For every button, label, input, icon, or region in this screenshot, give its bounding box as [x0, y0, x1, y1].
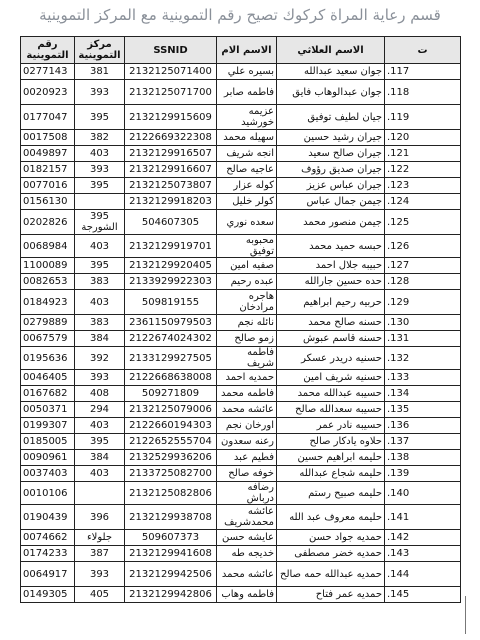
- cell-ssnid: 509819155: [125, 290, 217, 315]
- cell-ration-center: 393: [75, 80, 125, 105]
- cell-ssnid: 2132129942506: [125, 562, 217, 587]
- cell-mother-name: عزيمه خورشيد: [217, 105, 277, 130]
- table-row: [21, 546, 461, 562]
- table-row: [21, 402, 461, 418]
- cell-ssnid: 2122660194303: [125, 418, 217, 434]
- cell-ssnid: 2132129916607: [125, 162, 217, 178]
- table-row: [21, 146, 461, 162]
- cell-mother-name: فاطمه صابر: [217, 80, 277, 105]
- cell-ration-center: 395 الشورجة: [75, 210, 125, 235]
- cell-ration-center: 381: [75, 64, 125, 80]
- cell-seq: .142: [385, 530, 461, 546]
- cell-ration-no: 1100089: [21, 258, 75, 274]
- cell-ration-center: [75, 482, 125, 505]
- table-row: [21, 434, 461, 450]
- cell-seq: .128: [385, 274, 461, 290]
- cell-ration-center: 395: [75, 178, 125, 194]
- header-ration-no: رقم التموينية: [21, 37, 75, 64]
- cell-ration-no: 0149305: [21, 587, 75, 603]
- cell-mother-name: عاجيه صالح: [217, 162, 277, 178]
- table-row: [21, 587, 461, 603]
- cell-seq: .126: [385, 235, 461, 258]
- cell-ration-center: 393: [75, 370, 125, 386]
- cell-seq: .132: [385, 347, 461, 370]
- cell-mother-name: اورخان نجم: [217, 418, 277, 434]
- cell-mother-name: خديجه طه: [217, 546, 277, 562]
- cell-ration-no: 0167682: [21, 386, 75, 402]
- cell-seq: .117: [385, 64, 461, 80]
- cell-seq: .133: [385, 370, 461, 386]
- cell-ssnid: 2132129918203: [125, 194, 217, 210]
- cell-ssnid: 2361150979503: [125, 315, 217, 331]
- table-row: [21, 347, 461, 370]
- cell-full-name: جوان سعيد عبدالله: [277, 64, 385, 80]
- table-row: [21, 562, 461, 587]
- cell-ssnid: 2132129938708: [125, 505, 217, 530]
- cell-ration-center: 403: [75, 418, 125, 434]
- cell-full-name: حليمه ابراهيم حسين: [277, 450, 385, 466]
- cell-full-name: حسنيه دريدر عسكر: [277, 347, 385, 370]
- cell-ration-center: 383: [75, 315, 125, 331]
- header-seq: ت: [385, 37, 461, 64]
- cell-seq: .124: [385, 194, 461, 210]
- cell-seq: .135: [385, 402, 461, 418]
- cell-mother-name: خوفه صالح: [217, 466, 277, 482]
- cell-ration-no: 0074662: [21, 530, 75, 546]
- cell-ration-no: 0202826: [21, 210, 75, 235]
- header-ration-center: مركز التموينية: [75, 37, 125, 64]
- table-row: [21, 258, 461, 274]
- cell-full-name: جيان لطيف توفيق: [277, 105, 385, 130]
- table-row: [21, 331, 461, 347]
- cell-ration-no: 0082653: [21, 274, 75, 290]
- cell-full-name: حربيه رحيم ابراهيم: [277, 290, 385, 315]
- cell-ration-no: 0037403: [21, 466, 75, 482]
- cell-full-name: جيران عباس عزيز: [277, 178, 385, 194]
- cell-ration-no: 0049897: [21, 146, 75, 162]
- table-row: [21, 105, 461, 130]
- table-row: [21, 386, 461, 402]
- cell-full-name: حليمه شجاع عبدالله: [277, 466, 385, 482]
- table-row: [21, 194, 461, 210]
- cell-seq: .141: [385, 505, 461, 530]
- cell-ration-no: 0279889: [21, 315, 75, 331]
- cell-ration-center: 396: [75, 505, 125, 530]
- table-row: [21, 274, 461, 290]
- cell-ration-center: 393: [75, 562, 125, 587]
- document-title: قسم رعاية المراة كركوك تصيح رقم التموينية مع المركز التموينية: [39, 6, 441, 24]
- cell-seq: .134: [385, 386, 461, 402]
- cell-mother-name: فطيم عبد: [217, 450, 277, 466]
- cell-ration-no: 0182157: [21, 162, 75, 178]
- cell-ssnid: 2122652555704: [125, 434, 217, 450]
- cell-ration-no: 0020923: [21, 80, 75, 105]
- table-row: [21, 210, 461, 235]
- cell-seq: .144: [385, 562, 461, 587]
- cell-ration-center: 403: [75, 290, 125, 315]
- cell-ration-center: 395: [75, 434, 125, 450]
- cell-ration-center: 383: [75, 274, 125, 290]
- cell-ration-no: 0185005: [21, 434, 75, 450]
- cell-ration-center: 395: [75, 105, 125, 130]
- cell-seq: .119: [385, 105, 461, 130]
- cell-full-name: حسيبه سعدالله صالح: [277, 402, 385, 418]
- cell-mother-name: عائشه محمد: [217, 402, 277, 418]
- cell-full-name: حليمه معروف عبد الله: [277, 505, 385, 530]
- cell-seq: .136: [385, 418, 461, 434]
- cell-full-name: حسيبه عبدالله محمد: [277, 386, 385, 402]
- cell-ssnid: 2132125073807: [125, 178, 217, 194]
- cell-seq: .120: [385, 130, 461, 146]
- cell-ration-no: 0199307: [21, 418, 75, 434]
- cell-ration-center: 382: [75, 130, 125, 146]
- table-row: [21, 178, 461, 194]
- cell-mother-name: صفيه امين: [217, 258, 277, 274]
- cell-seq: .122: [385, 162, 461, 178]
- cell-full-name: جيران رشيد حسين: [277, 130, 385, 146]
- cell-full-name: حمديه عبدالله حمه صالح: [277, 562, 385, 587]
- cell-seq: .139: [385, 466, 461, 482]
- cell-mother-name: حمديه احمد: [217, 370, 277, 386]
- cell-ssnid: 2133129927505: [125, 347, 217, 370]
- cell-ssnid: 2132125071400: [125, 64, 217, 80]
- cell-seq: .131: [385, 331, 461, 347]
- cell-mother-name: زمو صالح: [217, 331, 277, 347]
- cell-ration-no: 0184923: [21, 290, 75, 315]
- cell-ration-no: 0174233: [21, 546, 75, 562]
- cell-ration-center: 384: [75, 331, 125, 347]
- cell-seq: .123: [385, 178, 461, 194]
- cell-ration-center: 294: [75, 402, 125, 418]
- cell-mother-name: نائله نجم: [217, 315, 277, 331]
- header-ssnid: SSNID: [125, 37, 217, 64]
- cell-seq: .125: [385, 210, 461, 235]
- cell-seq: .138: [385, 450, 461, 466]
- cell-ssnid: 2132129915609: [125, 105, 217, 130]
- cell-ration-no: 0068984: [21, 235, 75, 258]
- cell-ration-center: 403: [75, 235, 125, 258]
- cell-ssnid: 509607373: [125, 530, 217, 546]
- cell-ssnid: 2132129920405: [125, 258, 217, 274]
- cell-seq: .145: [385, 587, 461, 603]
- cell-full-name: حمديه عمر فتاح: [277, 587, 385, 603]
- header-mother-name: الاسم الام: [217, 37, 277, 64]
- cell-ssnid: 2132529936206: [125, 450, 217, 466]
- cell-mother-name: انجه شريف: [217, 146, 277, 162]
- cell-ration-no: 0277143: [21, 64, 75, 80]
- cell-ration-center: 403: [75, 466, 125, 482]
- cell-ssnid: 2132129919701: [125, 235, 217, 258]
- cell-seq: .118: [385, 80, 461, 105]
- cell-full-name: حلاوه يادكار صالح: [277, 434, 385, 450]
- cell-ssnid: 2132129941608: [125, 546, 217, 562]
- cell-full-name: حبيبه جلال احمد: [277, 258, 385, 274]
- cell-full-name: جيمن منصور محمد: [277, 210, 385, 235]
- table-row: [21, 505, 461, 530]
- cell-ration-no: 0190439: [21, 505, 75, 530]
- cell-full-name: جيران صديق رؤوف: [277, 162, 385, 178]
- cell-mother-name: رعنه سعدون: [217, 434, 277, 450]
- table-row: [21, 235, 461, 258]
- cell-mother-name: عائشه محمدشريف: [217, 505, 277, 530]
- cell-mother-name: هاجره مرادخان: [217, 290, 277, 315]
- cell-ration-no: 0064917: [21, 562, 75, 587]
- cell-ssnid: 2133929922303: [125, 274, 217, 290]
- cell-full-name: جوان عبدالوهاب فايق: [277, 80, 385, 105]
- cell-ration-center: 403: [75, 146, 125, 162]
- cell-full-name: جيران صالح سعيد: [277, 146, 385, 162]
- cell-ration-no: 0090961: [21, 450, 75, 466]
- table-row: [21, 530, 461, 546]
- cell-ration-no: 0195636: [21, 347, 75, 370]
- cell-mother-name: محبوبه توفيق: [217, 235, 277, 258]
- cell-mother-name: فاطمه وهاب: [217, 587, 277, 603]
- cell-seq: .121: [385, 146, 461, 162]
- cell-ration-center: 384: [75, 450, 125, 466]
- cell-ration-center: 405: [75, 587, 125, 603]
- cell-ration-center: [75, 194, 125, 210]
- table-row: [21, 370, 461, 386]
- cell-ration-no: 0046405: [21, 370, 75, 386]
- cell-mother-name: عائشه محمد: [217, 562, 277, 587]
- cell-ration-no: 0010106: [21, 482, 75, 505]
- cell-seq: .143: [385, 546, 461, 562]
- cell-ration-center: جلولاء: [75, 530, 125, 546]
- cell-ration-no: 0017508: [21, 130, 75, 146]
- cell-ration-no: 0177047: [21, 105, 75, 130]
- cell-ssnid: 2132125071700: [125, 80, 217, 105]
- cell-ration-center: 408: [75, 386, 125, 402]
- table-row: [21, 315, 461, 331]
- cell-full-name: حده حسين جارالله: [277, 274, 385, 290]
- cell-full-name: حسنه قاسم عبوش: [277, 331, 385, 347]
- page-edge-mark: [461, 596, 466, 634]
- cell-ssnid: 2132129916507: [125, 146, 217, 162]
- cell-ssnid: 2122668638008: [125, 370, 217, 386]
- table-row: [21, 130, 461, 146]
- table-row: [21, 64, 461, 80]
- cell-mother-name: عايشه حسن: [217, 530, 277, 546]
- cell-full-name: حليمه صبيح رستم: [277, 482, 385, 505]
- roster-table: [20, 36, 461, 603]
- cell-seq: .137: [385, 434, 461, 450]
- cell-seq: .130: [385, 315, 461, 331]
- cell-ration-center: 392: [75, 347, 125, 370]
- cell-ration-center: 387: [75, 546, 125, 562]
- cell-ration-no: 0050371: [21, 402, 75, 418]
- cell-mother-name: فاطمه شريف: [217, 347, 277, 370]
- cell-full-name: جيمن جمال عباس: [277, 194, 385, 210]
- table-row: [21, 482, 461, 505]
- cell-mother-name: كوله عزار: [217, 178, 277, 194]
- cell-ssnid: 2132129942806: [125, 587, 217, 603]
- cell-ssnid: 2132125079006: [125, 402, 217, 418]
- table-row: [21, 162, 461, 178]
- cell-ssnid: 2122674024302: [125, 331, 217, 347]
- table-header-row: [21, 37, 461, 64]
- cell-seq: .129: [385, 290, 461, 315]
- cell-full-name: حسيبه نادر عمر: [277, 418, 385, 434]
- cell-ration-no: 0156130: [21, 194, 75, 210]
- cell-full-name: حمديه خضر مصطفى: [277, 546, 385, 562]
- cell-seq: .127: [385, 258, 461, 274]
- cell-mother-name: بسيره علي: [217, 64, 277, 80]
- cell-ssnid: 504607305: [125, 210, 217, 235]
- cell-full-name: حسنه صالح محمد: [277, 315, 385, 331]
- table-row: [21, 290, 461, 315]
- cell-mother-name: رضافه درباش: [217, 482, 277, 505]
- cell-seq: .140: [385, 482, 461, 505]
- cell-ration-center: 393: [75, 162, 125, 178]
- cell-mother-name: سهيله محمد: [217, 130, 277, 146]
- table-row: [21, 418, 461, 434]
- cell-mother-name: كولر خليل: [217, 194, 277, 210]
- cell-ssnid: 2132125082806: [125, 482, 217, 505]
- cell-ration-no: 0077016: [21, 178, 75, 194]
- cell-ssnid: 509271809: [125, 386, 217, 402]
- cell-mother-name: سعده نوري: [217, 210, 277, 235]
- cell-ration-no: 0067579: [21, 331, 75, 347]
- cell-full-name: حسنيه شريف امين: [277, 370, 385, 386]
- table-row: [21, 450, 461, 466]
- cell-ssnid: 2122669322308: [125, 130, 217, 146]
- cell-full-name: حمديه جواد حسن: [277, 530, 385, 546]
- cell-mother-name: عبده رحيم: [217, 274, 277, 290]
- cell-full-name: حبسه حميد محمد: [277, 235, 385, 258]
- cell-ration-center: 395: [75, 258, 125, 274]
- table-row: [21, 466, 461, 482]
- header-full-name: الاسم العلاثي: [277, 37, 385, 64]
- table-row: [21, 80, 461, 105]
- cell-mother-name: فاطمه محمد: [217, 386, 277, 402]
- cell-ssnid: 2133725082700: [125, 466, 217, 482]
